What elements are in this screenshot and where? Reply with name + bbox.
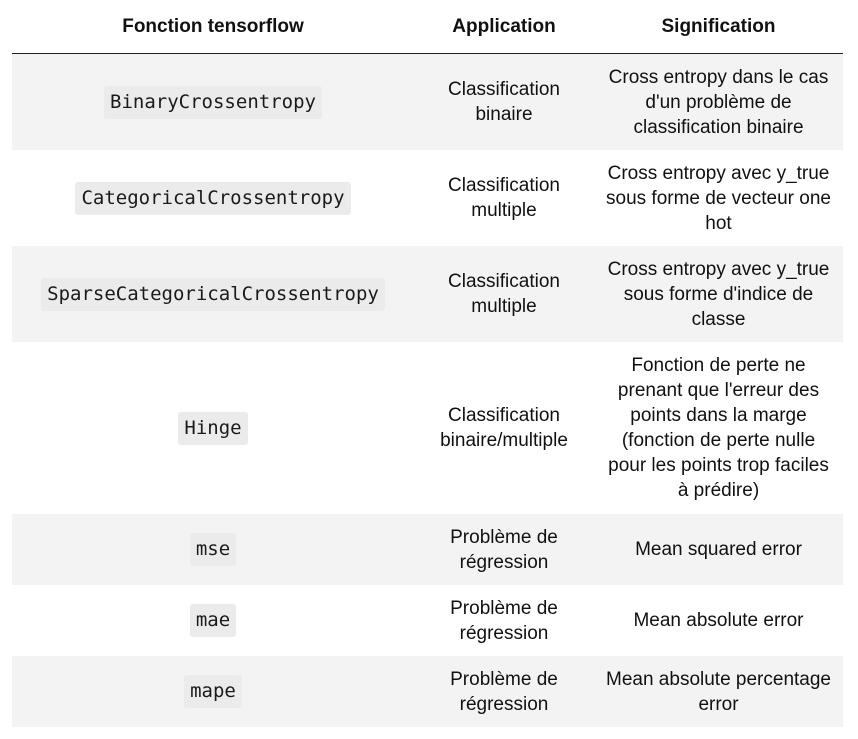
function-code: SparseCategoricalCrossentropy [41,278,385,311]
header-function: Fonction tensorflow [122,16,304,37]
table-row [12,342,843,514]
table-row [12,246,843,342]
meaning-cell: Mean absolute error [633,610,804,631]
application-cell: Classification multiple [448,175,560,221]
function-cell [12,150,414,246]
meaning-cell: Cross entropy avec y_true sous forme de vecteur one hot [606,162,831,234]
meaning-cell: Mean squared error [635,539,802,560]
application-cell: Classification binaire [448,79,560,125]
function-cell [12,342,414,514]
application-cell: Problème de régression [450,597,558,644]
meaning-cell: Cross entropy dans le cas d'un problème de classification binaire [608,66,829,138]
table-row [12,585,843,656]
function-code: mse [190,533,236,566]
table-row [12,54,843,150]
function-cell [12,54,414,150]
function-code: CategoricalCrossentropy [75,182,350,215]
meaning-cell: Mean absolute percentage error [606,668,831,715]
function-code: Hinge [178,412,247,445]
function-code: mape [184,675,242,708]
loss-functions-table [12,0,843,727]
application-cell: Classification binaire/multiple [440,405,568,451]
application-cell: Classification multiple [448,271,560,317]
table-row [12,656,843,727]
function-cell [12,246,414,342]
header-application: Application [452,16,556,37]
table-row [12,150,843,246]
table-header [12,0,843,54]
application-cell: Problème de régression [450,668,558,715]
function-code: mae [190,604,236,637]
meaning-cell: Cross entropy avec y_true sous forme d'indice de classe [607,258,830,330]
function-cell [12,656,414,727]
function-cell [12,585,414,656]
table-row [12,514,843,585]
function-cell [12,514,414,585]
application-cell: Problème de régression [450,526,558,573]
meaning-cell: Fonction de perte ne prenant que l'erreur des points dans la marge (fonction de perte nulle pour les points trop faciles à prédire) [608,355,829,501]
header-meaning: Signification [661,16,776,37]
function-code: BinaryCrossentropy [104,86,322,119]
